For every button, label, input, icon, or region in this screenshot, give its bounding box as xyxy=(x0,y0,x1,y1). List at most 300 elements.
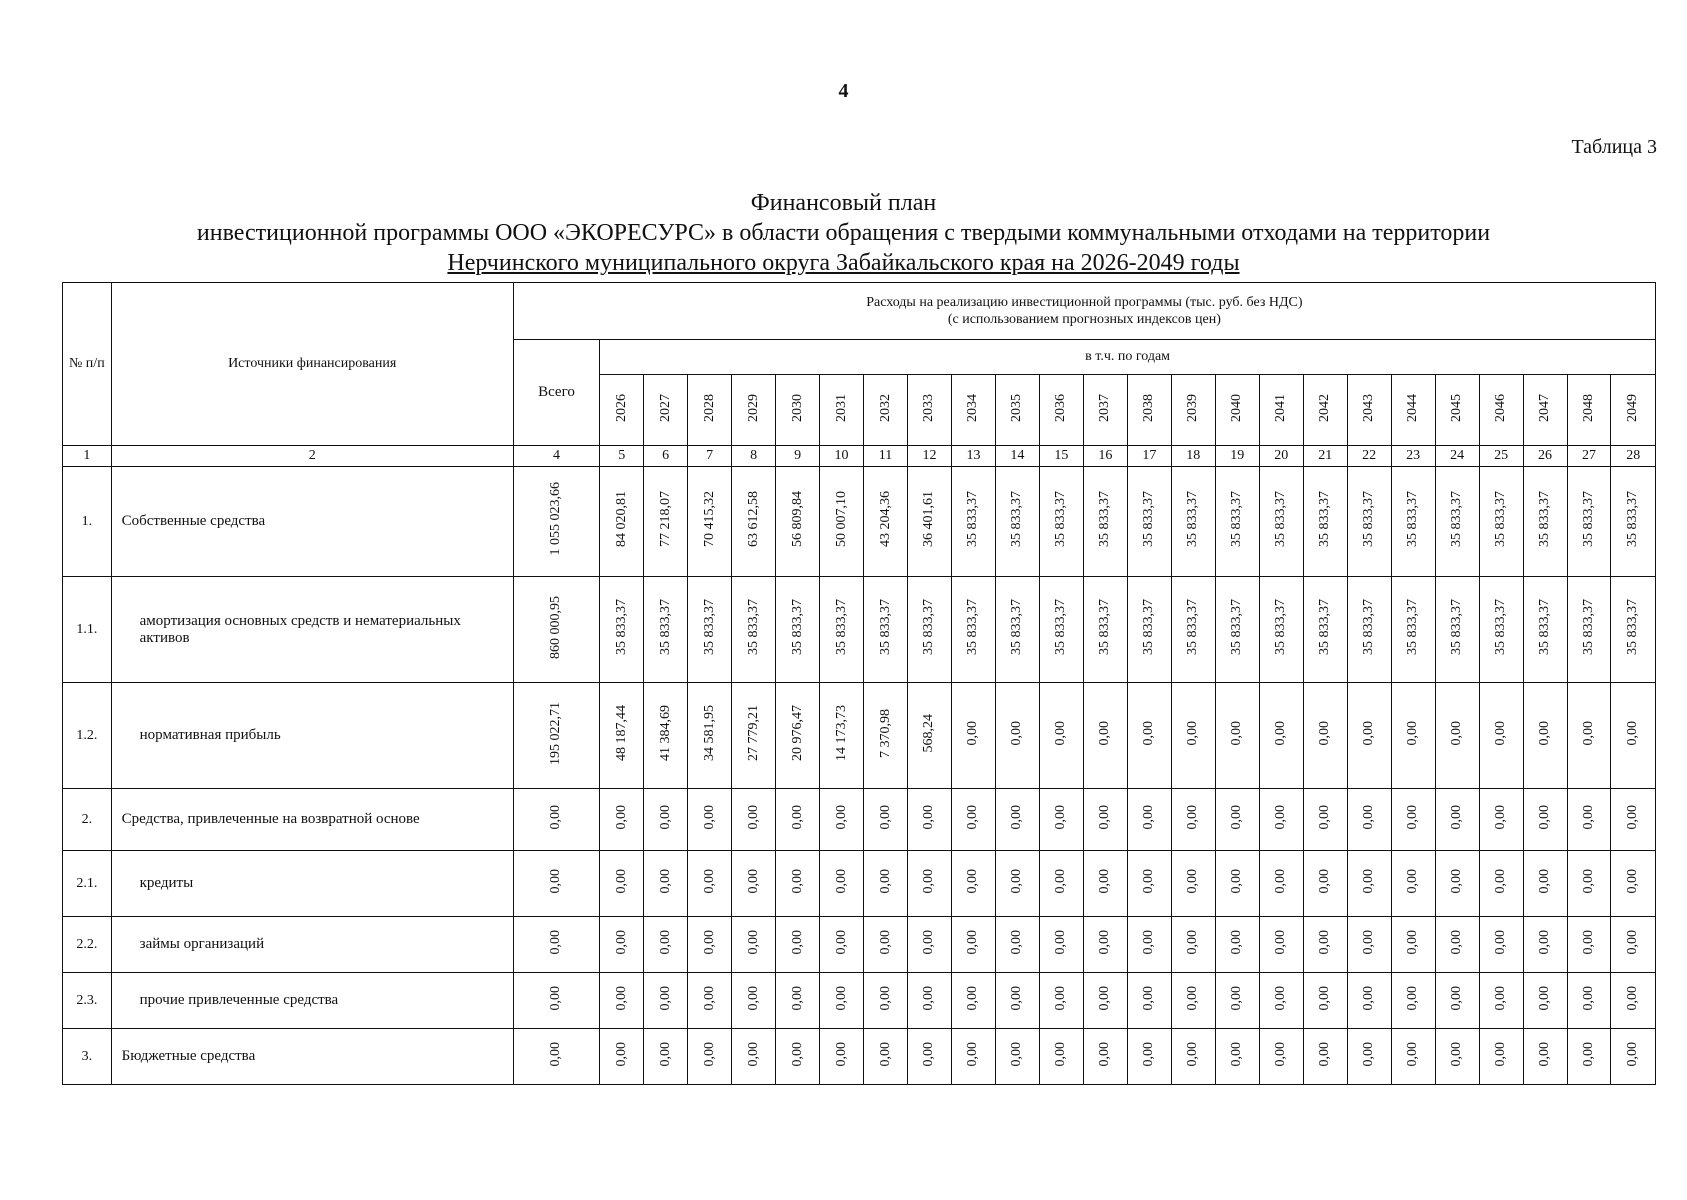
year-value-cell xyxy=(951,789,995,851)
year-value: 35 833,37 xyxy=(1361,491,1377,547)
header-year-label: 2046 xyxy=(1493,393,1509,422)
year-value: 0,00 xyxy=(1273,720,1289,746)
year-value-cell xyxy=(1171,973,1215,1029)
year-value: 0,00 xyxy=(1097,804,1113,830)
year-value-cell xyxy=(1039,973,1083,1029)
year-value-cell xyxy=(1479,1029,1523,1085)
year-value-cell xyxy=(1567,789,1611,851)
year-value-cell xyxy=(1083,683,1127,789)
year-value-cell xyxy=(1303,851,1347,917)
year-value: 0,00 xyxy=(1361,804,1377,830)
year-value: 0,00 xyxy=(1185,868,1201,894)
year-value-cell xyxy=(1171,683,1215,789)
year-value: 0,00 xyxy=(613,1041,629,1067)
year-value-cell xyxy=(1303,683,1347,789)
financial-plan-table xyxy=(62,282,1656,1085)
year-value: 35 833,37 xyxy=(1625,599,1641,655)
column-index: 2 xyxy=(111,446,513,467)
year-value-cell xyxy=(1391,973,1435,1029)
header-year-label: 2037 xyxy=(1097,393,1113,422)
year-value: 35 833,37 xyxy=(1537,491,1553,547)
year-value: 35 833,37 xyxy=(1009,599,1025,655)
year-value: 0,00 xyxy=(1449,929,1465,955)
year-value: 0,00 xyxy=(657,985,673,1011)
year-value-cell xyxy=(1083,1029,1127,1085)
year-value-cell xyxy=(600,1029,644,1085)
column-index: 10 xyxy=(820,446,864,467)
header-year xyxy=(1611,375,1656,446)
year-value: 35 833,37 xyxy=(1625,491,1641,547)
year-value: 0,00 xyxy=(745,804,761,830)
year-value-cell xyxy=(907,917,951,973)
year-value: 0,00 xyxy=(1009,985,1025,1011)
year-value: 0,00 xyxy=(1053,868,1069,894)
year-value-cell xyxy=(864,789,908,851)
year-value: 0,00 xyxy=(965,804,981,830)
year-value-cell xyxy=(644,1029,688,1085)
year-value: 0,00 xyxy=(1185,929,1201,955)
year-value: 0,00 xyxy=(833,1041,849,1067)
year-value: 0,00 xyxy=(789,985,805,1011)
year-value-cell xyxy=(1259,577,1303,683)
year-value-cell xyxy=(1083,789,1127,851)
year-value-cell xyxy=(732,683,776,789)
column-index: 6 xyxy=(644,446,688,467)
year-value-cell xyxy=(1303,973,1347,1029)
header-year xyxy=(1215,375,1259,446)
header-year xyxy=(907,375,951,446)
year-value: 0,00 xyxy=(1185,1041,1201,1067)
year-value-cell xyxy=(1127,1029,1171,1085)
year-value-cell xyxy=(1611,467,1656,577)
year-value-cell xyxy=(1479,917,1523,973)
year-value: 0,00 xyxy=(1273,929,1289,955)
year-value-cell xyxy=(1479,789,1523,851)
year-value-cell xyxy=(1479,577,1523,683)
column-index: 27 xyxy=(1567,446,1611,467)
year-value-cell xyxy=(1171,577,1215,683)
year-value: 0,00 xyxy=(965,1041,981,1067)
year-value-cell xyxy=(644,789,688,851)
row-source-name: амортизация основных средств и нематериальных активов xyxy=(111,577,513,683)
header-year xyxy=(864,375,908,446)
year-value: 0,00 xyxy=(1229,804,1245,830)
year-value-cell xyxy=(1347,973,1391,1029)
year-value: 0,00 xyxy=(613,985,629,1011)
year-value-cell xyxy=(644,577,688,683)
row-source-name: кредиты xyxy=(111,851,513,917)
year-value: 35 833,37 xyxy=(701,599,717,655)
header-year xyxy=(1523,375,1567,446)
year-value-cell xyxy=(600,467,644,577)
year-value: 0,00 xyxy=(1537,929,1553,955)
year-value: 63 612,58 xyxy=(745,491,761,547)
year-value: 0,00 xyxy=(1449,720,1465,746)
header-year xyxy=(776,375,820,446)
year-value-cell xyxy=(1215,917,1259,973)
year-value-cell xyxy=(1039,467,1083,577)
column-index: 9 xyxy=(776,446,820,467)
year-value: 56 809,84 xyxy=(789,491,805,547)
year-value-cell xyxy=(1611,1029,1656,1085)
row-total-cell xyxy=(513,851,599,917)
year-value-cell xyxy=(732,577,776,683)
year-value: 35 833,37 xyxy=(1449,599,1465,655)
year-value: 0,00 xyxy=(657,1041,673,1067)
title-line-1: Финансовый план xyxy=(750,190,937,216)
year-value: 0,00 xyxy=(1449,1041,1465,1067)
year-value-cell xyxy=(1435,577,1479,683)
year-value: 0,00 xyxy=(1141,720,1157,746)
year-value-cell xyxy=(1347,789,1391,851)
year-value-cell xyxy=(951,467,995,577)
year-value-cell xyxy=(1083,917,1127,973)
year-value-cell xyxy=(951,917,995,973)
header-year-label: 2033 xyxy=(921,393,937,422)
header-year-label: 2029 xyxy=(745,393,761,422)
year-value: 0,00 xyxy=(1581,868,1596,894)
year-value-cell xyxy=(1611,683,1656,789)
year-value-cell xyxy=(1127,973,1171,1029)
year-value: 27 779,21 xyxy=(745,705,761,761)
year-value-cell xyxy=(1127,467,1171,577)
year-value-cell xyxy=(951,851,995,917)
year-value: 0,00 xyxy=(1009,1041,1025,1067)
year-value-cell xyxy=(776,1029,820,1085)
year-value-cell xyxy=(820,789,864,851)
year-value-cell xyxy=(1083,577,1127,683)
year-value-cell xyxy=(1215,789,1259,851)
year-value: 0,00 xyxy=(1141,868,1157,894)
year-value: 0,00 xyxy=(701,1041,717,1067)
year-value-cell xyxy=(1127,577,1171,683)
year-value: 0,00 xyxy=(1405,985,1421,1011)
row-number: 2.3. xyxy=(63,973,112,1029)
year-value-cell xyxy=(1391,577,1435,683)
year-value: 35 833,37 xyxy=(1141,599,1157,655)
year-value: 35 833,37 xyxy=(1361,599,1377,655)
year-value-cell xyxy=(1215,577,1259,683)
year-value-cell xyxy=(776,973,820,1029)
row-total-value: 195 022,71 xyxy=(548,701,564,765)
row-total-cell xyxy=(513,1029,599,1085)
year-value: 0,00 xyxy=(1625,929,1641,955)
year-value-cell xyxy=(1039,851,1083,917)
header-year xyxy=(732,375,776,446)
year-value: 0,00 xyxy=(1493,985,1509,1011)
year-value-cell xyxy=(1435,851,1479,917)
year-value: 35 833,37 xyxy=(1141,491,1157,547)
header-year xyxy=(688,375,732,446)
header-year-label: 2045 xyxy=(1449,393,1465,422)
year-value: 35 833,37 xyxy=(1493,599,1509,655)
year-value: 84 020,81 xyxy=(613,491,629,547)
year-value-cell xyxy=(1127,917,1171,973)
year-value-cell xyxy=(688,1029,732,1085)
year-value-cell xyxy=(820,683,864,789)
year-value-cell xyxy=(1391,789,1435,851)
column-index: 7 xyxy=(688,446,732,467)
year-value: 0,00 xyxy=(745,929,761,955)
year-value: 0,00 xyxy=(1361,720,1377,746)
year-value: 35 833,37 xyxy=(745,599,761,655)
year-value-cell xyxy=(1127,851,1171,917)
year-value-cell xyxy=(776,789,820,851)
year-value-cell xyxy=(1611,851,1656,917)
year-value-cell xyxy=(907,973,951,1029)
header-year xyxy=(1479,375,1523,446)
document-title xyxy=(0,188,1687,278)
title-line-2: инвестиционной программы ООО «ЭКОРЕСУРС» в области обращения с твердыми коммунальными отходами на территории xyxy=(196,220,1491,246)
year-value-cell xyxy=(1391,683,1435,789)
year-value-cell xyxy=(1171,789,1215,851)
year-value-cell xyxy=(600,683,644,789)
column-index: 1 xyxy=(63,446,112,467)
year-value: 35 833,37 xyxy=(1581,491,1596,547)
column-index: 16 xyxy=(1083,446,1127,467)
year-value: 0,00 xyxy=(1405,720,1421,746)
year-value: 0,00 xyxy=(965,985,981,1011)
year-value-cell xyxy=(1259,851,1303,917)
row-total-cell xyxy=(513,973,599,1029)
year-value-cell xyxy=(995,577,1039,683)
year-value: 35 833,37 xyxy=(1097,491,1113,547)
year-value-cell xyxy=(995,789,1039,851)
year-value: 0,00 xyxy=(701,985,717,1011)
table-row xyxy=(63,1029,1656,1085)
year-value: 0,00 xyxy=(1053,985,1069,1011)
year-value-cell xyxy=(1259,467,1303,577)
year-value-cell xyxy=(1171,851,1215,917)
year-value: 0,00 xyxy=(701,868,717,894)
year-value: 0,00 xyxy=(877,929,893,955)
year-value-cell xyxy=(1435,789,1479,851)
year-value: 35 833,37 xyxy=(789,599,805,655)
year-value: 0,00 xyxy=(1625,804,1641,830)
year-value: 35 833,37 xyxy=(1317,599,1333,655)
year-value-cell xyxy=(1259,1029,1303,1085)
header-year xyxy=(1347,375,1391,446)
year-value-cell xyxy=(907,789,951,851)
year-value: 0,00 xyxy=(1053,929,1069,955)
year-value-cell xyxy=(1347,683,1391,789)
year-value-cell xyxy=(1215,1029,1259,1085)
table-row xyxy=(63,577,1656,683)
year-value-cell xyxy=(1215,851,1259,917)
year-value-cell xyxy=(1611,917,1656,973)
year-value: 0,00 xyxy=(1009,868,1025,894)
year-value: 35 833,37 xyxy=(1229,599,1245,655)
year-value-cell xyxy=(1479,683,1523,789)
year-value-cell xyxy=(864,683,908,789)
year-value-cell xyxy=(644,467,688,577)
year-value-cell xyxy=(1127,683,1171,789)
year-value-cell xyxy=(1171,467,1215,577)
year-value: 0,00 xyxy=(921,804,937,830)
year-value: 0,00 xyxy=(789,804,805,830)
year-value: 0,00 xyxy=(1493,720,1509,746)
row-total-cell xyxy=(513,683,599,789)
year-value: 0,00 xyxy=(613,804,629,830)
header-year-label: 2028 xyxy=(701,393,717,422)
column-index: 21 xyxy=(1303,446,1347,467)
year-value-cell xyxy=(1567,577,1611,683)
year-value-cell xyxy=(907,851,951,917)
year-value: 0,00 xyxy=(877,804,893,830)
year-value-cell xyxy=(864,917,908,973)
year-value-cell xyxy=(1523,1029,1567,1085)
year-value: 0,00 xyxy=(1449,985,1465,1011)
year-value-cell xyxy=(820,467,864,577)
year-value-cell xyxy=(1479,467,1523,577)
table-label: Таблица 3 xyxy=(1571,136,1657,158)
header-expenses xyxy=(513,283,1655,340)
year-value: 0,00 xyxy=(1229,720,1245,746)
year-value: 0,00 xyxy=(1625,868,1641,894)
year-value: 35 833,37 xyxy=(1405,599,1421,655)
header-year-label: 2038 xyxy=(1141,393,1157,422)
year-value: 0,00 xyxy=(1493,868,1509,894)
year-value: 0,00 xyxy=(1581,720,1596,746)
year-value: 35 833,37 xyxy=(1537,599,1553,655)
year-value: 0,00 xyxy=(1581,804,1596,830)
column-index: 4 xyxy=(513,446,599,467)
year-value: 0,00 xyxy=(1581,1041,1596,1067)
row-total-cell xyxy=(513,467,599,577)
year-value-cell xyxy=(776,683,820,789)
table-row xyxy=(63,851,1656,917)
year-value-cell xyxy=(644,851,688,917)
year-value-cell xyxy=(1611,789,1656,851)
year-value: 0,00 xyxy=(1053,720,1069,746)
header-year-label: 2042 xyxy=(1317,393,1333,422)
year-value: 0,00 xyxy=(745,1041,761,1067)
year-value-cell xyxy=(1303,467,1347,577)
year-value-cell xyxy=(1215,973,1259,1029)
year-value-cell xyxy=(732,1029,776,1085)
header-year xyxy=(1083,375,1127,446)
year-value-cell xyxy=(864,973,908,1029)
year-value-cell xyxy=(688,789,732,851)
year-value-cell xyxy=(732,917,776,973)
row-number: 2. xyxy=(63,789,112,851)
year-value: 35 833,37 xyxy=(877,599,893,655)
year-value: 0,00 xyxy=(1361,985,1377,1011)
column-index: 11 xyxy=(864,446,908,467)
year-value-cell xyxy=(688,683,732,789)
year-value-cell xyxy=(995,851,1039,917)
year-value: 35 833,37 xyxy=(613,599,629,655)
year-value: 50 007,10 xyxy=(833,491,849,547)
year-value: 35 833,37 xyxy=(1053,491,1069,547)
header-year xyxy=(820,375,864,446)
year-value-cell xyxy=(1039,917,1083,973)
year-value-cell xyxy=(1391,917,1435,973)
column-index: 8 xyxy=(732,446,776,467)
year-value: 35 833,37 xyxy=(1273,599,1289,655)
year-value: 20 976,47 xyxy=(789,705,805,761)
header-year-label: 2039 xyxy=(1185,393,1201,422)
header-year-label: 2040 xyxy=(1229,393,1245,422)
column-index: 17 xyxy=(1127,446,1171,467)
year-value: 35 833,37 xyxy=(1009,491,1025,547)
header-year xyxy=(995,375,1039,446)
year-value-cell xyxy=(1435,917,1479,973)
year-value: 0,00 xyxy=(965,720,981,746)
year-value-cell xyxy=(1391,467,1435,577)
year-value-cell xyxy=(1523,683,1567,789)
year-value: 35 833,37 xyxy=(1097,599,1113,655)
header-expenses-note: (с использованием прогнозных индексов цен) xyxy=(947,312,1221,327)
table-row xyxy=(63,467,1656,577)
year-value: 77 218,07 xyxy=(657,491,673,547)
year-value: 0,00 xyxy=(1361,868,1377,894)
year-value: 35 833,37 xyxy=(1053,599,1069,655)
year-value: 0,00 xyxy=(1405,1041,1421,1067)
column-index: 23 xyxy=(1391,446,1435,467)
year-value-cell xyxy=(1347,917,1391,973)
year-value-cell xyxy=(1039,1029,1083,1085)
row-total-cell xyxy=(513,789,599,851)
year-value: 0,00 xyxy=(1537,1041,1553,1067)
year-value-cell xyxy=(1435,467,1479,577)
year-value: 35 833,37 xyxy=(1229,491,1245,547)
year-value-cell xyxy=(600,789,644,851)
year-value-cell xyxy=(600,851,644,917)
header-year-label: 2049 xyxy=(1625,393,1641,422)
year-value-cell xyxy=(732,851,776,917)
header-year xyxy=(951,375,995,446)
header-year-label: 2047 xyxy=(1537,393,1553,422)
year-value-cell xyxy=(864,577,908,683)
year-value: 0,00 xyxy=(789,868,805,894)
year-value: 35 833,37 xyxy=(1185,491,1201,547)
year-value-cell xyxy=(1479,973,1523,1029)
year-value: 0,00 xyxy=(1185,985,1201,1011)
year-value: 35 833,37 xyxy=(965,491,981,547)
header-expenses-title: Расходы на реализацию инвестиционной программы (тыс. руб. без НДС) xyxy=(866,295,1303,310)
year-value-cell xyxy=(1523,973,1567,1029)
year-value: 0,00 xyxy=(1273,804,1289,830)
year-value: 0,00 xyxy=(965,929,981,955)
row-source-name: нормативная прибыль xyxy=(111,683,513,789)
column-index: 28 xyxy=(1611,446,1656,467)
year-value: 35 833,37 xyxy=(921,599,937,655)
header-year xyxy=(1127,375,1171,446)
year-value: 0,00 xyxy=(1493,929,1509,955)
year-value: 0,00 xyxy=(1449,868,1465,894)
header-year xyxy=(1303,375,1347,446)
year-value: 35 833,37 xyxy=(965,599,981,655)
year-value-cell xyxy=(1567,467,1611,577)
year-value: 14 173,73 xyxy=(833,705,849,761)
year-value: 0,00 xyxy=(1537,985,1553,1011)
year-value-cell xyxy=(1303,1029,1347,1085)
year-value: 35 833,37 xyxy=(657,599,673,655)
year-value: 0,00 xyxy=(1361,1041,1377,1067)
year-value: 0,00 xyxy=(1229,868,1245,894)
header-year xyxy=(1391,375,1435,446)
year-value-cell xyxy=(732,467,776,577)
year-value: 35 833,37 xyxy=(1273,491,1289,547)
row-total-cell xyxy=(513,917,599,973)
year-value: 0,00 xyxy=(1097,985,1113,1011)
year-value-cell xyxy=(1083,851,1127,917)
header-year xyxy=(1259,375,1303,446)
row-source-name: прочие привлеченные средства xyxy=(111,973,513,1029)
year-value-cell xyxy=(820,917,864,973)
column-index: 19 xyxy=(1215,446,1259,467)
